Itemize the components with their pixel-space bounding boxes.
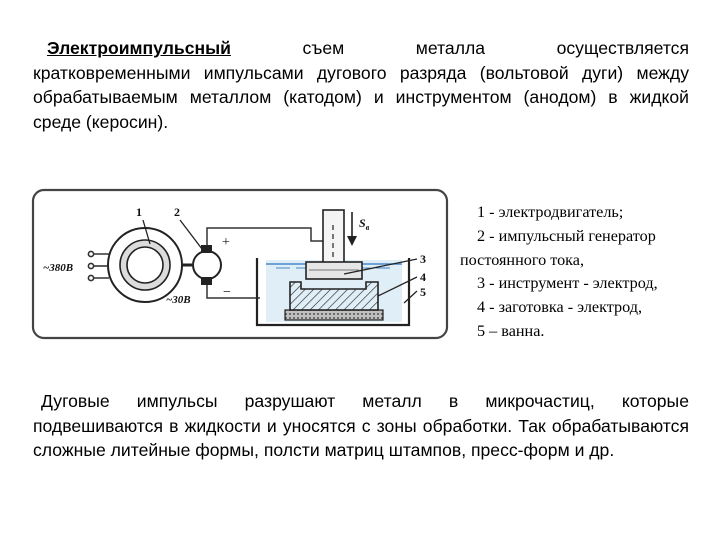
legend-item-4: 4 - заготовка - электрод, [477, 298, 643, 317]
legend-item-2: 2 - импульсный генератор [477, 226, 656, 245]
leader-2 [180, 220, 202, 249]
outro-text: Дуговые импульсы разрушают металл в микрочастиц, которые подвешиваются в жидкости и уносятся с зоны обработки. Так обрабатываются сложные литейные формы, полсти матриц штампов, пресс-форм и др. [33, 391, 689, 460]
intro-term: Электроимпульсный [47, 38, 231, 58]
feed-arrow [347, 212, 357, 246]
feed-label: $S_в$ [359, 216, 370, 232]
intro-rest: кратковременными импульсами дугового разряда (вольтовой дуги) между обрабатываемым металлом (катодом) и инструментом (анодом) в жидкой среде (керосин). [33, 62, 689, 132]
tool-electrode [306, 210, 362, 279]
intro-first-line-rest: съем металла осуществляется [302, 38, 690, 58]
label-4: 4 [420, 270, 426, 284]
label-1: 1 [136, 205, 142, 219]
legend-item-2-cont: постоянного тока, [460, 250, 585, 269]
label-minus: − [223, 285, 231, 300]
ac-input-wires [88, 251, 109, 280]
pulse-generator [193, 245, 221, 285]
legend-item-3: 3 - инструмент - электрод, [477, 274, 658, 293]
voltage-dc: ~30В [166, 294, 191, 306]
legend [460, 201, 710, 344]
label-2: 2 [174, 205, 180, 219]
voltage-ac: ~380В [43, 262, 74, 274]
motor [108, 228, 182, 302]
label-5: 5 [420, 285, 426, 299]
legend-item-5: 5 – ванна. [477, 321, 545, 340]
label-plus: + [222, 235, 230, 250]
legend-item-1: 1 - электродвигатель; [477, 203, 624, 221]
outro-paragraph [33, 389, 689, 463]
label-3: 3 [420, 252, 426, 266]
